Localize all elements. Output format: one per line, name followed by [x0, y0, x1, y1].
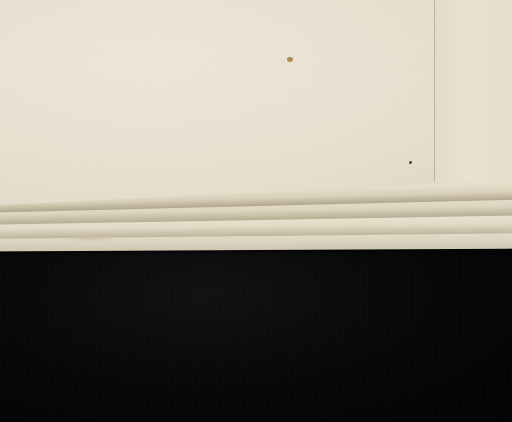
dark-speck — [409, 161, 412, 164]
right-paper-panel — [434, 0, 512, 182]
stain-spot — [287, 57, 293, 62]
edge-grime — [60, 234, 120, 242]
dark-background — [0, 240, 512, 422]
